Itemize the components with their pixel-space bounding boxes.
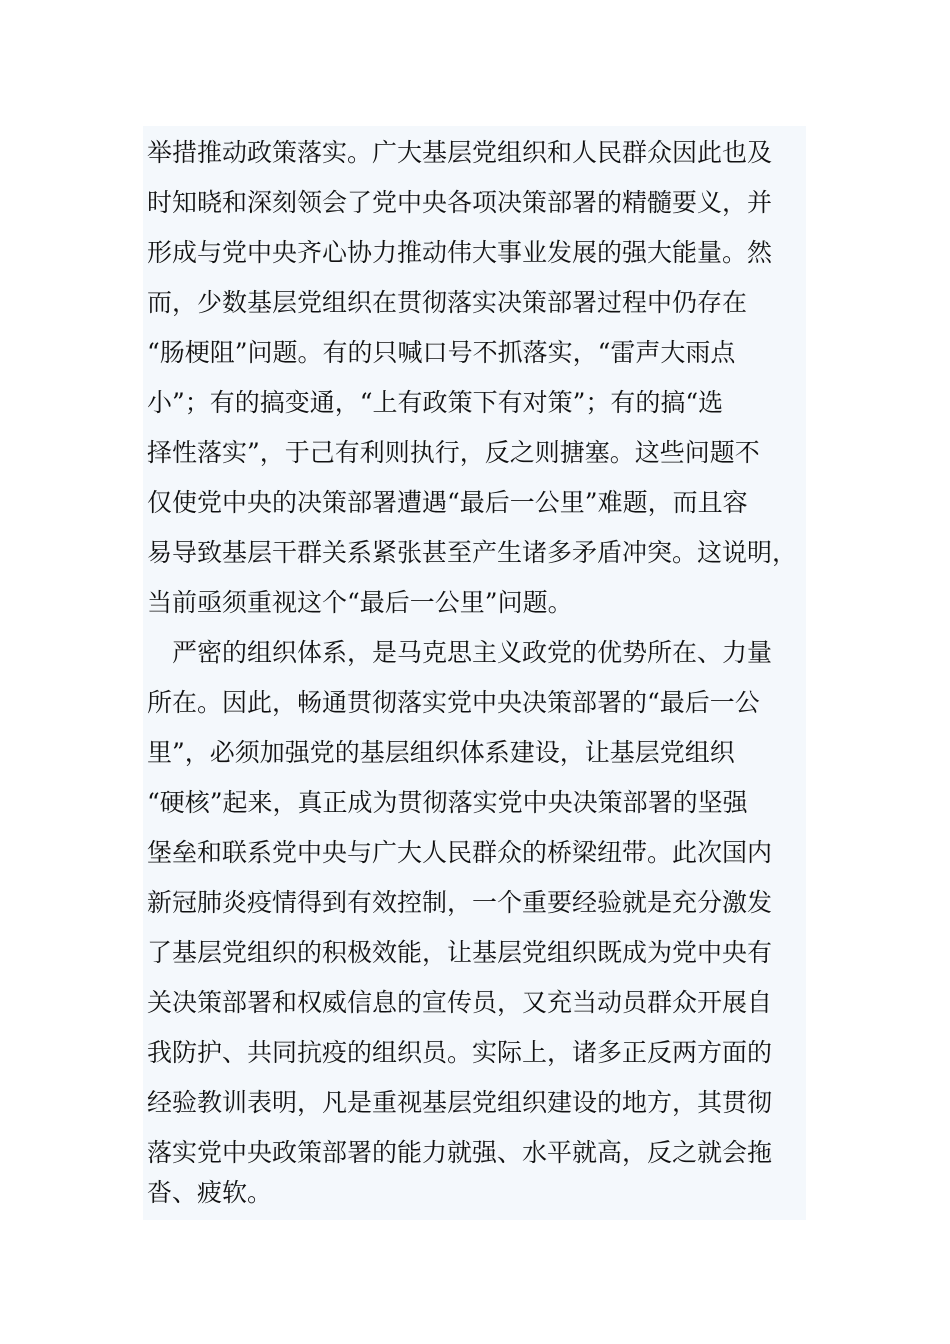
text-line: 新冠肺炎疫情得到有效控制，一个重要经验就是充分激发 [147,888,773,917]
text-line: 时知晓和深刻领会了党中央各项决策部署的精髓要义，并 [147,188,773,217]
document-text-block [143,126,806,1220]
text-line: “肠梗阻”问题。有的只喊口号不抓落实，“雷声大雨点 [147,338,736,367]
text-line: 沓、疲软。 [147,1178,273,1207]
text-line: 举措推动政策落实。广大基层党组织和人民群众因此也及 [147,138,773,167]
text-line: 仅使党中央的决策部署遭遇“最后一公里”难题，而且容 [147,488,748,517]
text-line: 易导致基层干群关系紧张甚至产生诸多矛盾冲突。这说明， [147,538,798,567]
text-line: 所在。因此，畅通贯彻落实党中央决策部署的“最后一公 [147,688,760,717]
text-line: 我防护、共同抗疫的组织员。实际上，诸多正反两方面的 [147,1038,773,1067]
text-line: 关决策部署和权威信息的宣传员，又充当动员群众开展自 [147,988,773,1017]
text-line: 择性落实”，于己有利则执行，反之则搪塞。这些问题不 [147,438,760,467]
text-line: 而，少数基层党组织在贯彻落实决策部署过程中仍存在 [147,288,748,317]
text-line: 了基层党组织的积极效能，让基层党组织既成为党中央有 [147,938,773,967]
text-line: 严密的组织体系，是马克思主义政党的优势所在、力量 [147,638,773,667]
text-line: “硬核”起来，真正成为贯彻落实党中央决策部署的坚强 [147,788,748,817]
text-line: 形成与党中央齐心协力推动伟大事业发展的强大能量。然 [147,238,773,267]
text-line: 落实党中央政策部署的能力就强、水平就高，反之就会拖 [147,1138,773,1167]
text-line: 当前亟须重视这个“最后一公里”问题。 [147,588,573,617]
text-line: 经验教训表明，凡是重视基层党组织建设的地方，其贯彻 [147,1088,773,1117]
text-line: 堡垒和联系党中央与广大人民群众的桥梁纽带。此次国内 [147,838,773,867]
text-line: 里”，必须加强党的基层组织体系建设，让基层党组织 [147,738,735,767]
text-line: 小”；有的搞变通，“上有政策下有对策”；有的搞“选 [147,388,724,417]
